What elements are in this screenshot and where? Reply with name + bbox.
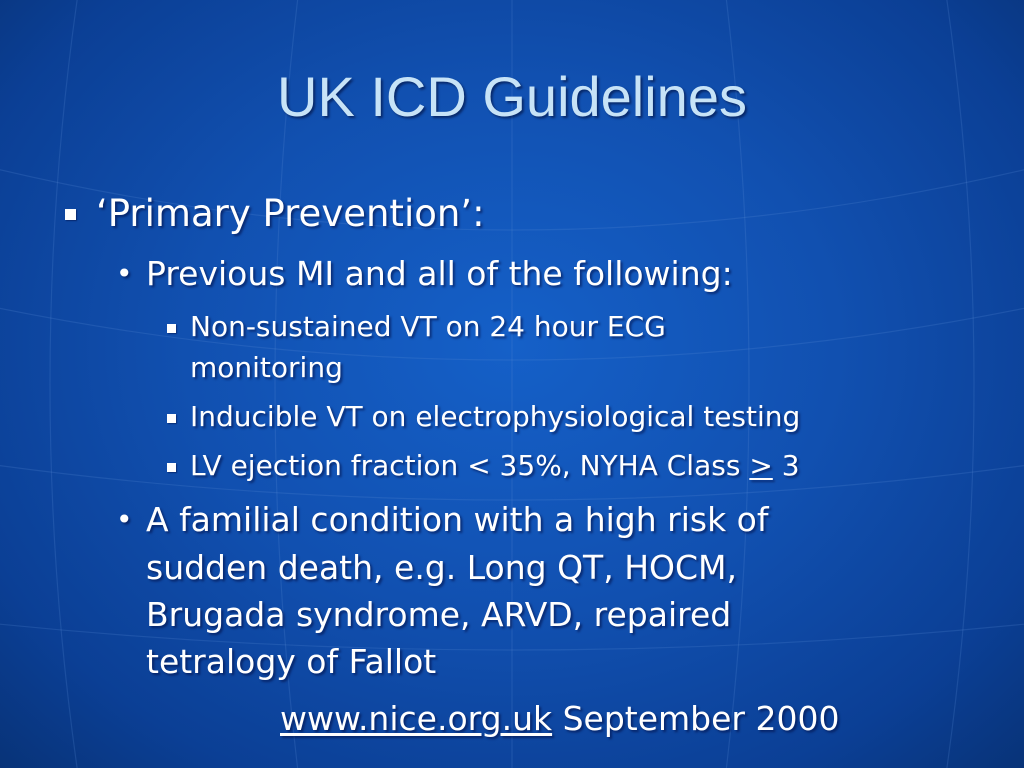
previous-mi-item: Previous MI and all of the following: — [146, 254, 733, 293]
lv-ejection-item — [190, 447, 800, 485]
slide-title: UK ICD Guidelines — [277, 65, 747, 128]
familial-condition-line3: Brugada syndrome, ARVD, repaired — [146, 595, 732, 634]
primary-prevention-heading: ‘Primary Prevention’: — [96, 192, 485, 235]
familial-condition-line2: sudden death, e.g. Long QT, HOCM, — [146, 548, 737, 587]
source-line — [280, 697, 839, 741]
inducible-vt-item: Inducible VT on electrophysiological testing — [190, 400, 801, 433]
square-bullet-icon — [167, 414, 176, 423]
nonsustained-vt-item-line1: Non-sustained VT on 24 hour ECG — [190, 310, 666, 343]
nonsustained-vt-item-line2: monitoring — [190, 351, 343, 384]
round-bullet-icon: • — [116, 503, 133, 536]
greater-equal-symbol: > — [749, 449, 773, 482]
familial-condition-line1: A familial condition with a high risk of — [146, 500, 769, 539]
square-bullet-icon — [65, 209, 76, 220]
lv-ejection-text: LV ejection fraction < 35%, NYHA Class — [190, 449, 750, 482]
round-bullet-icon: • — [116, 257, 133, 290]
source-date: September 2000 — [552, 699, 840, 738]
square-bullet-icon — [167, 324, 176, 333]
square-bullet-icon — [167, 463, 176, 472]
familial-condition-line4: tetralogy of Fallot — [146, 642, 437, 681]
nice-website-link[interactable]: www.nice.org.uk — [280, 699, 553, 738]
nyha-class-value: 3 — [772, 449, 800, 482]
